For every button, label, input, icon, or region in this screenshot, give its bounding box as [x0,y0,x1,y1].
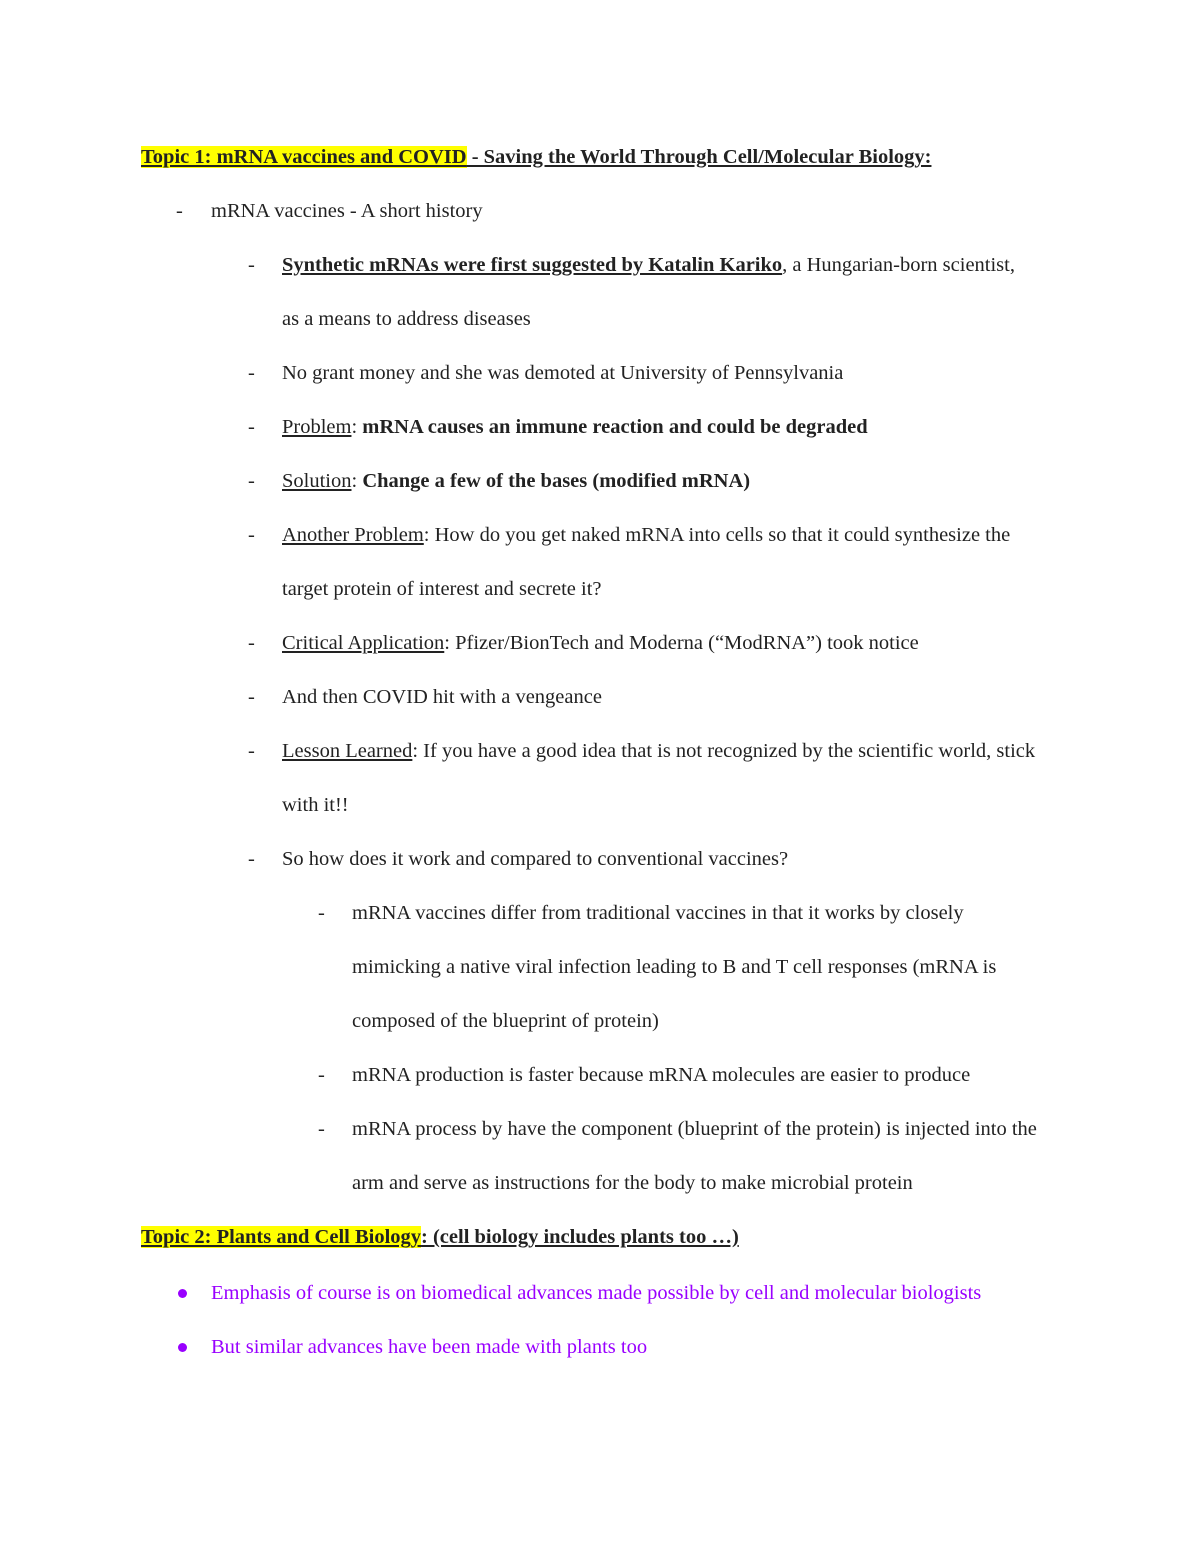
list-item-lesson-continued: with it!! [282,794,349,816]
list-item-covid: And then COVID hit with a vengeance [282,686,602,708]
sub-item-differ-continued: mimicking a native viral infection leading to B and T cell responses (mRNA is [352,956,997,978]
sub-item-production: mRNA production is faster because mRNA molecules are easier to produce [352,1064,971,1086]
sub-item-process-continued: arm and serve as instructions for the body to make microbial protein [352,1172,913,1194]
dash-marker: - [248,470,255,492]
dash-marker: - [318,1064,325,1086]
topic-2-heading-highlight: Topic 2: Plants and Cell Biology [141,1226,422,1248]
list-item-problem: Problem: mRNA causes an immune reaction and could be degraded [282,416,868,438]
list-item-kariko [282,251,1015,279]
bullet-dot-icon [178,1343,187,1352]
sub-item-differ: mRNA vaccines differ from traditional vaccines in that it works by closely [352,902,964,924]
dash-marker: - [248,524,255,546]
list-item-history: mRNA vaccines - A short history [211,200,483,222]
dash-marker: - [248,362,255,384]
another-problem-label: Another Problem [282,524,424,546]
topic-1-heading-rest: - Saving the World Through Cell/Molecular Biology: [466,146,932,168]
dash-marker: - [248,740,255,762]
list-item-critical-application [282,629,919,657]
another-problem-text: : How do you get naked mRNA into cells so that it could synthesize the [423,524,1011,546]
solution-label: Solution [282,470,352,492]
dash-marker: - [248,848,255,870]
problem-label: Problem [282,416,352,438]
bullet-item: Emphasis of course is on biomedical advances made possible by cell and molecular biologists [211,1282,982,1304]
solution-text: Change a few of the bases (modified mRNA) [362,470,751,492]
dash-marker: - [318,1118,325,1140]
dash-marker: - [248,254,255,276]
dash-marker: - [248,416,255,438]
sub-item-process: mRNA process by have the component (blueprint of the protein) is injected into the [352,1118,1037,1140]
topic-2-heading [141,1223,739,1251]
lesson-label: Lesson Learned [282,740,413,762]
topic-1-heading-highlight: Topic 1: mRNA vaccines and COVID [141,146,467,168]
list-item-lesson [282,737,1035,765]
list-item-kariko-continued: as a means to address diseases [282,308,531,330]
list-item-another-problem-continued: target protein of interest and secrete it? [282,578,602,600]
list-item-how-work: So how does it work and compared to conventional vaccines? [282,848,789,870]
dash-marker: - [318,902,325,924]
critical-application-text: : Pfizer/BionTech and Moderna (“ModRNA”) took notice [444,632,919,654]
dash-marker: - [248,686,255,708]
problem-text: mRNA causes an immune reaction and could be degraded [362,416,868,438]
topic-2-heading-rest: : (cell biology includes plants too …) [421,1226,739,1248]
bullet-item: But similar advances have been made with plants too [211,1336,648,1358]
kariko-rest-text: , a Hungarian-born scientist, [782,254,1015,276]
lesson-text: : If you have a good idea that is not recognized by the scientific world, stick [412,740,1036,762]
list-item-another-problem [282,521,1010,549]
kariko-bold-text: Synthetic mRNAs were first suggested by Katalin Kariko [282,254,783,276]
dash-marker: - [176,200,183,222]
topic-1-heading [141,143,931,171]
critical-application-label: Critical Application [282,632,445,654]
dash-marker: - [248,632,255,654]
bullet-dot-icon [178,1289,187,1298]
list-item-grant: No grant money and she was demoted at University of Pennsylvania [282,362,844,384]
sub-item-differ-continued-2: composed of the blueprint of protein) [352,1010,659,1032]
list-item-solution: Solution: Change a few of the bases (modified mRNA) [282,470,751,492]
